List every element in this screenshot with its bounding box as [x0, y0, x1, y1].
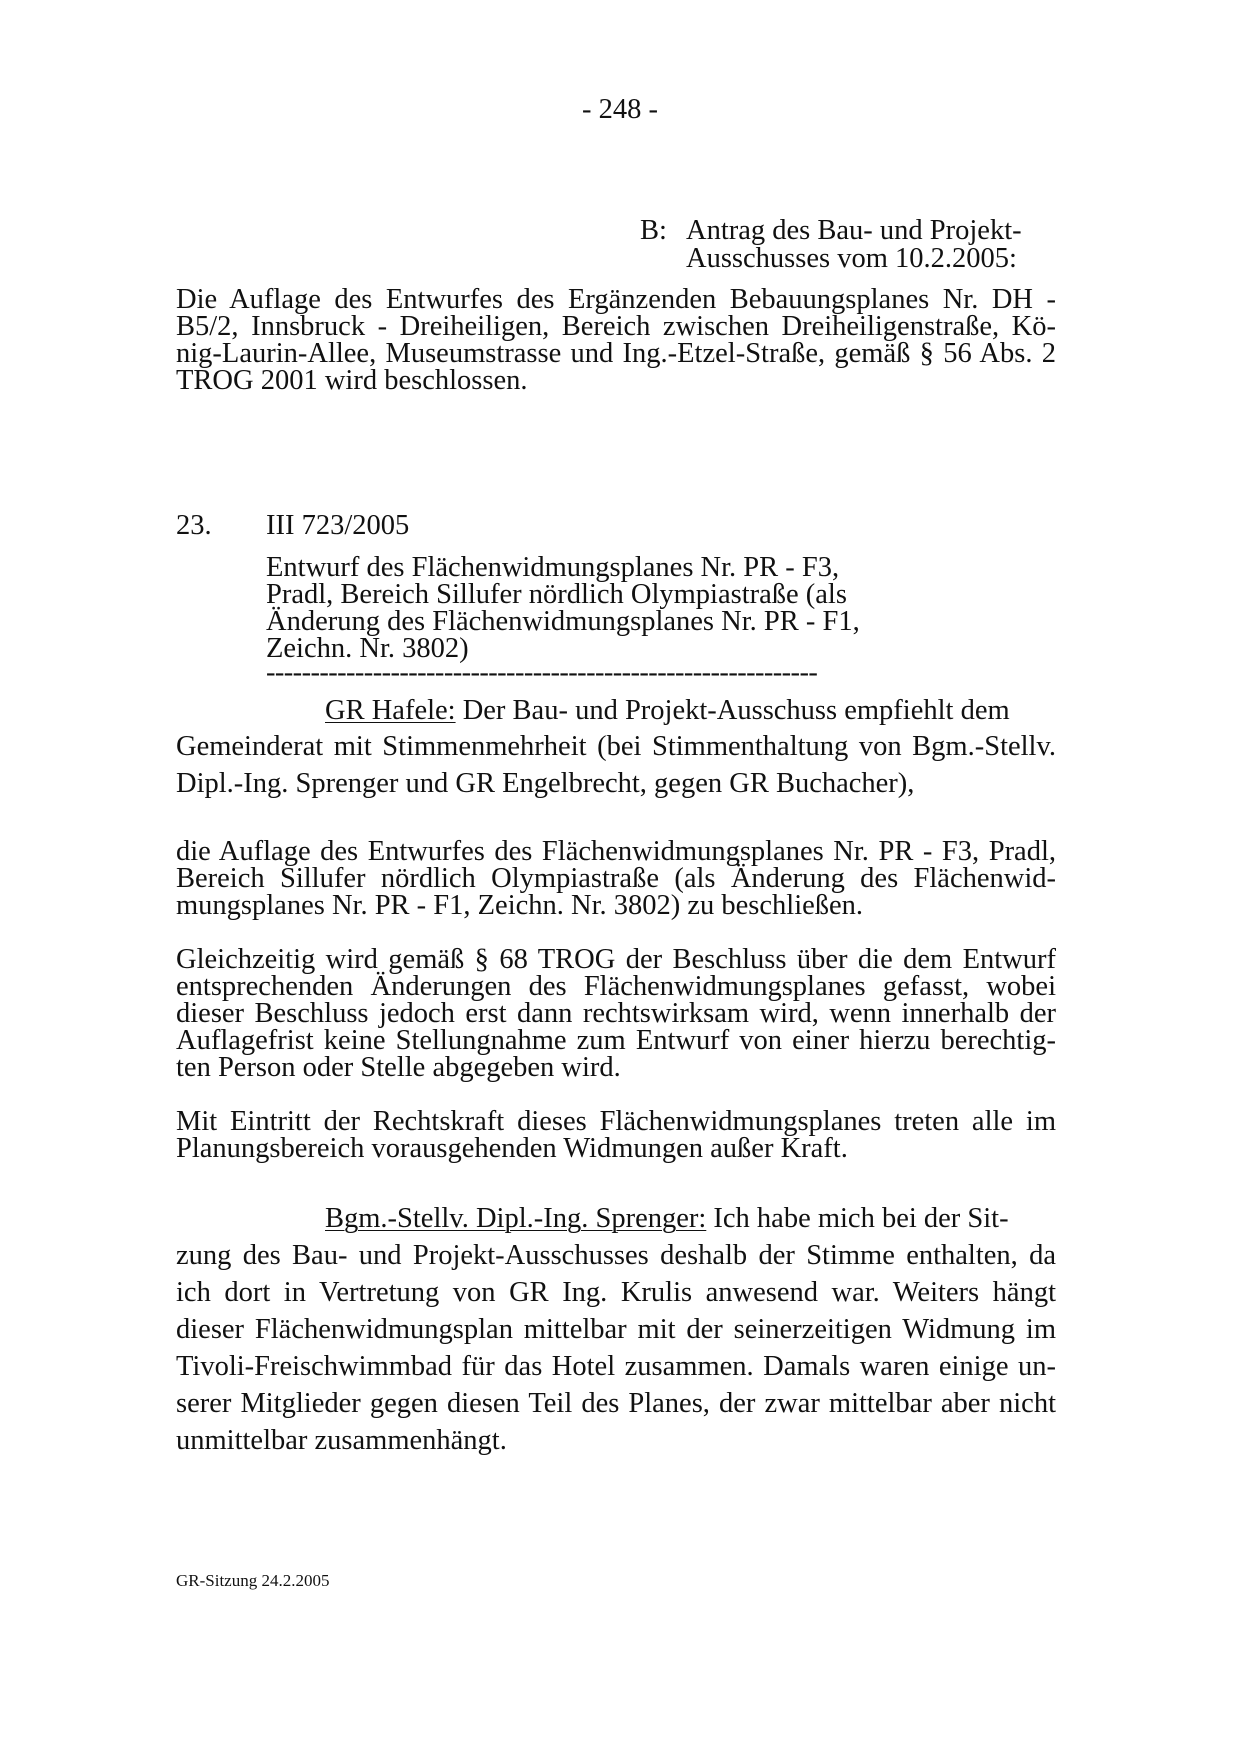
item-title-line: Zeichn. Nr. 3802): [266, 633, 469, 664]
item-title-line: Änderung des Flächenwidmungsplanes Nr. PR - F1,: [266, 606, 860, 637]
text-line: nig-Laurin-Allee, Museumstrasse und Ing.-Etzel-Straße, gemäß § 56 Abs. 2: [176, 338, 1056, 369]
motion-b-line: Ausschusses vom 10.2.2005:: [686, 243, 1017, 274]
item-title-line: Pradl, Bereich Sillufer nördlich Olympiastraße (als: [266, 579, 847, 610]
text-line: Planungsbereich vorausgehenden Widmungen außer Kraft.: [176, 1133, 848, 1164]
item-separator: --------------------------------------------------------------: [266, 659, 818, 688]
text-line: Tivoli-Freischwimmbad für das Hotel zusammen. Damals waren einige un-: [176, 1351, 1056, 1382]
footer-session-date: GR-Sitzung 24.2.2005: [176, 1571, 330, 1590]
page-number: - 248 -: [582, 94, 658, 125]
motion-b-line: Antrag des Bau- und Projekt-: [686, 215, 1022, 246]
text-line: dieser Beschluss jedoch erst dann rechtswirksam wird, wenn innerhalb der: [176, 998, 1056, 1029]
text-line: Gemeinderat mit Stimmenmehrheit (bei Stimmenthaltung von Bgm.-Stellv.: [176, 731, 1056, 762]
text-line: Die Auflage des Entwurfes des Ergänzenden Bebauungsplanes Nr. DH -: [176, 284, 1056, 315]
item-reference: III 723/2005: [266, 510, 410, 541]
speech-first-line: [325, 1205, 1009, 1234]
text-line: dieser Flächenwidmungsplan mittelbar mit der seinerzeitigen Widmung im: [176, 1314, 1056, 1345]
speech-text: Der Bau- und Projekt-Ausschuss empfiehlt dem: [455, 695, 1010, 726]
text-line: TROG 2001 wird beschlossen.: [176, 365, 528, 396]
text-line: ich dort in Vertretung von GR Ing. Krulis anwesend war. Weiters hängt: [176, 1277, 1056, 1308]
text-line: Auflagefrist keine Stellungnahme zum Entwurf von einer hierzu berechtig-: [176, 1025, 1056, 1056]
text-line: serer Mitglieder gegen diesen Teil des Planes, der zwar mittelbar aber nicht: [176, 1388, 1056, 1419]
speech-text: Ich habe mich bei der Sit-: [706, 1203, 1009, 1234]
text-line: Mit Eintritt der Rechtskraft dieses Flächenwidmungsplanes treten alle im: [176, 1106, 1056, 1137]
text-line: Dipl.-Ing. Sprenger und GR Engelbrecht, gegen GR Buchacher),: [176, 768, 915, 799]
text-line: zung des Bau- und Projekt-Ausschusses deshalb der Stimme enthalten, da: [176, 1240, 1056, 1271]
speech-first-line: [325, 697, 1010, 726]
text-line: mungsplanes Nr. PR - F1, Zeichn. Nr. 3802) zu beschließen.: [176, 890, 864, 921]
motion-b-label: B:: [640, 215, 667, 246]
text-line: unmittelbar zusammenhängt.: [176, 1425, 507, 1456]
item-number: 23.: [176, 510, 212, 541]
text-line: die Auflage des Entwurfes des Flächenwidmungsplanes Nr. PR - F3, Pradl,: [176, 836, 1056, 867]
text-line: entsprechenden Änderungen des Flächenwidmungsplanes gefasst, wobei: [176, 971, 1056, 1002]
text-line: Gleichzeitig wird gemäß § 68 TROG der Beschluss über die dem Entwurf: [176, 944, 1056, 975]
speaker-name: Bgm.-Stellv. Dipl.-Ing. Sprenger:: [325, 1203, 707, 1234]
speaker-name: GR Hafele:: [325, 695, 456, 726]
item-title-line: Entwurf des Flächenwidmungsplanes Nr. PR - F3,: [266, 552, 840, 583]
text-line: ten Person oder Stelle abgegeben wird.: [176, 1052, 621, 1083]
text-line: B5/2, Innsbruck - Dreiheiligen, Bereich zwischen Dreiheiligenstraße, Kö-: [176, 311, 1056, 342]
text-line: Bereich Sillufer nördlich Olympiastraße (als Änderung des Flächenwid-: [176, 863, 1056, 894]
